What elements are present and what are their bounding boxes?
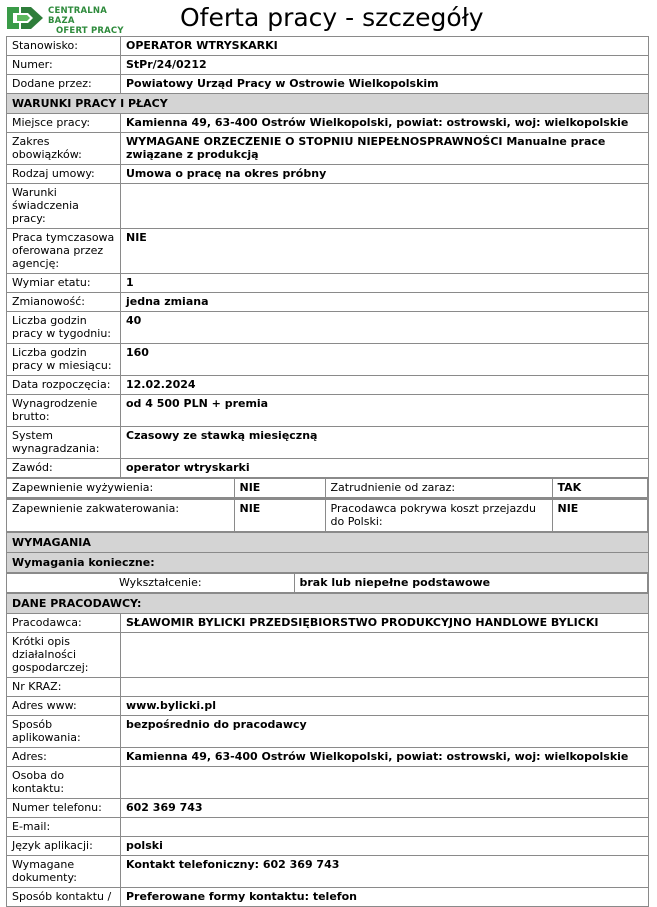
field-value: jedna zmiana — [121, 293, 649, 312]
field-value: 12.02.2024 — [121, 376, 649, 395]
condition-row — [7, 427, 649, 459]
field-value — [121, 678, 649, 697]
employer-row — [7, 678, 649, 697]
benefit-value: NIE — [234, 479, 325, 498]
section-requirements — [7, 533, 649, 553]
condition-row — [7, 344, 649, 376]
employer-row — [7, 837, 649, 856]
page-title: Oferta pracy - szczegóły — [180, 3, 484, 32]
benefit-label: Zapewnienie wyżywienia: — [7, 479, 234, 498]
condition-row — [7, 376, 649, 395]
field-label: Nr KRAZ: — [7, 678, 121, 697]
benefit-value: NIE — [234, 500, 325, 532]
field-label: Zakres obowiązków: — [7, 133, 121, 165]
field-label: Sposób kontaktu / — [7, 888, 121, 907]
field-value: www.bylicki.pl — [121, 697, 649, 716]
section-title: WARUNKI PRACY I PŁACY — [7, 94, 649, 114]
field-label: Rodzaj umowy: — [7, 165, 121, 184]
top-row — [7, 75, 649, 94]
field-value: od 4 500 PLN + premia — [121, 395, 649, 427]
employer-row — [7, 856, 649, 888]
logo — [5, 4, 130, 36]
field-label: Dodane przez: — [7, 75, 121, 94]
section-employer — [7, 594, 649, 614]
condition-row — [7, 229, 649, 274]
condition-row — [7, 459, 649, 478]
field-value — [121, 818, 649, 837]
section-title: Wymagania konieczne: — [7, 553, 649, 573]
condition-row — [7, 274, 649, 293]
field-value: operator wtryskarki — [121, 459, 649, 478]
logo-text — [48, 6, 130, 36]
field-value: NIE — [121, 229, 649, 274]
subsection-required — [7, 553, 649, 573]
field-label: Liczba godzin pracy w miesiącu: — [7, 344, 121, 376]
field-label: Adres www: — [7, 697, 121, 716]
field-value: Czasowy ze stawką miesięczną — [121, 427, 649, 459]
employer-row — [7, 716, 649, 748]
condition-row — [7, 395, 649, 427]
field-label: Stanowisko: — [7, 37, 121, 56]
field-value: Preferowane formy kontaktu: telefon — [121, 888, 649, 907]
field-label: System wynagradzania: — [7, 427, 121, 459]
benefit-value: TAK — [552, 479, 648, 498]
field-label: Zawód: — [7, 459, 121, 478]
condition-row — [7, 114, 649, 133]
condition-row — [7, 184, 649, 229]
field-label: Praca tymczasowa oferowana przez agencję: — [7, 229, 121, 274]
field-value: 1 — [121, 274, 649, 293]
field-label: Wymiar etatu: — [7, 274, 121, 293]
cbop-logo-icon — [5, 4, 45, 32]
field-label: Adres: — [7, 748, 121, 767]
field-value: 602 369 743 — [121, 799, 649, 818]
condition-row — [7, 165, 649, 184]
benefits-row — [7, 478, 649, 499]
field-value: OPERATOR WTRYSKARKI — [121, 37, 649, 56]
field-value: polski — [121, 837, 649, 856]
field-label: Pracodawca: — [7, 614, 121, 633]
field-label: Osoba do kontaktu: — [7, 767, 121, 799]
field-value — [121, 633, 649, 678]
field-value: WYMAGANE ORZECZENIE O STOPNIU NIEPEŁNOSPRAWNOŚCI Manualne prace związane z produkcją — [121, 133, 649, 165]
benefit-value: NIE — [552, 500, 648, 532]
field-value: Kontakt telefoniczny: 602 369 743 — [121, 856, 649, 888]
field-label: Data rozpoczęcia: — [7, 376, 121, 395]
education-label: Wykształcenie: — [7, 574, 294, 593]
education-row — [7, 573, 649, 594]
condition-row — [7, 293, 649, 312]
field-label: Warunki świadczenia pracy: — [7, 184, 121, 229]
education-value: brak lub niepełne podstawowe — [294, 574, 648, 593]
field-value — [121, 184, 649, 229]
section-title: DANE PRACODAWCY: — [7, 594, 649, 614]
benefit-label: Zapewnienie zakwaterowania: — [7, 500, 234, 532]
offer-details-table — [6, 36, 649, 907]
employer-row — [7, 888, 649, 907]
field-value: 40 — [121, 312, 649, 344]
field-value: SŁAWOMIR BYLICKI PRZEDSIĘBIORSTWO PRODUKCYJNO HANDLOWE BYLICKI — [121, 614, 649, 633]
field-value: 160 — [121, 344, 649, 376]
field-label: Wynagrodzenie brutto: — [7, 395, 121, 427]
employer-row — [7, 799, 649, 818]
logo-line1: CENTRALNA BAZA — [48, 6, 107, 26]
employer-row — [7, 818, 649, 837]
employer-row — [7, 614, 649, 633]
field-value: StPr/24/0212 — [121, 56, 649, 75]
page-header — [0, 0, 657, 36]
benefit-label: Zatrudnienie od zaraz: — [325, 479, 552, 498]
field-label: Język aplikacji: — [7, 837, 121, 856]
benefit-label: Pracodawca pokrywa koszt przejazdu do Polski: — [325, 500, 552, 532]
field-label: Krótki opis działalności gospodarczej: — [7, 633, 121, 678]
condition-row — [7, 312, 649, 344]
field-label: Miejsce pracy: — [7, 114, 121, 133]
logo-line2: OFERT PRACY — [56, 26, 124, 36]
field-value — [121, 767, 649, 799]
field-label: Zmianowość: — [7, 293, 121, 312]
employer-row — [7, 697, 649, 716]
section-title: WYMAGANIA — [7, 533, 649, 553]
field-value: Kamienna 49, 63-400 Ostrów Wielkopolski, powiat: ostrowski, woj: wielkopolskie — [121, 748, 649, 767]
field-label: Sposób aplikowania: — [7, 716, 121, 748]
field-label: Wymagane dokumenty: — [7, 856, 121, 888]
field-label: Numer telefonu: — [7, 799, 121, 818]
section-conditions — [7, 94, 649, 114]
top-row — [7, 37, 649, 56]
field-label: Numer: — [7, 56, 121, 75]
employer-row — [7, 633, 649, 678]
benefits-row — [7, 499, 649, 533]
condition-row — [7, 133, 649, 165]
field-value: Powiatowy Urząd Pracy w Ostrowie Wielkopolskim — [121, 75, 649, 94]
field-value: Umowa o pracę na okres próbny — [121, 165, 649, 184]
field-label: Liczba godzin pracy w tygodniu: — [7, 312, 121, 344]
field-value: Kamienna 49, 63-400 Ostrów Wielkopolski, powiat: ostrowski, woj: wielkopolskie — [121, 114, 649, 133]
field-label: E-mail: — [7, 818, 121, 837]
employer-row — [7, 767, 649, 799]
field-value: bezpośrednio do pracodawcy — [121, 716, 649, 748]
employer-row — [7, 748, 649, 767]
top-row — [7, 56, 649, 75]
